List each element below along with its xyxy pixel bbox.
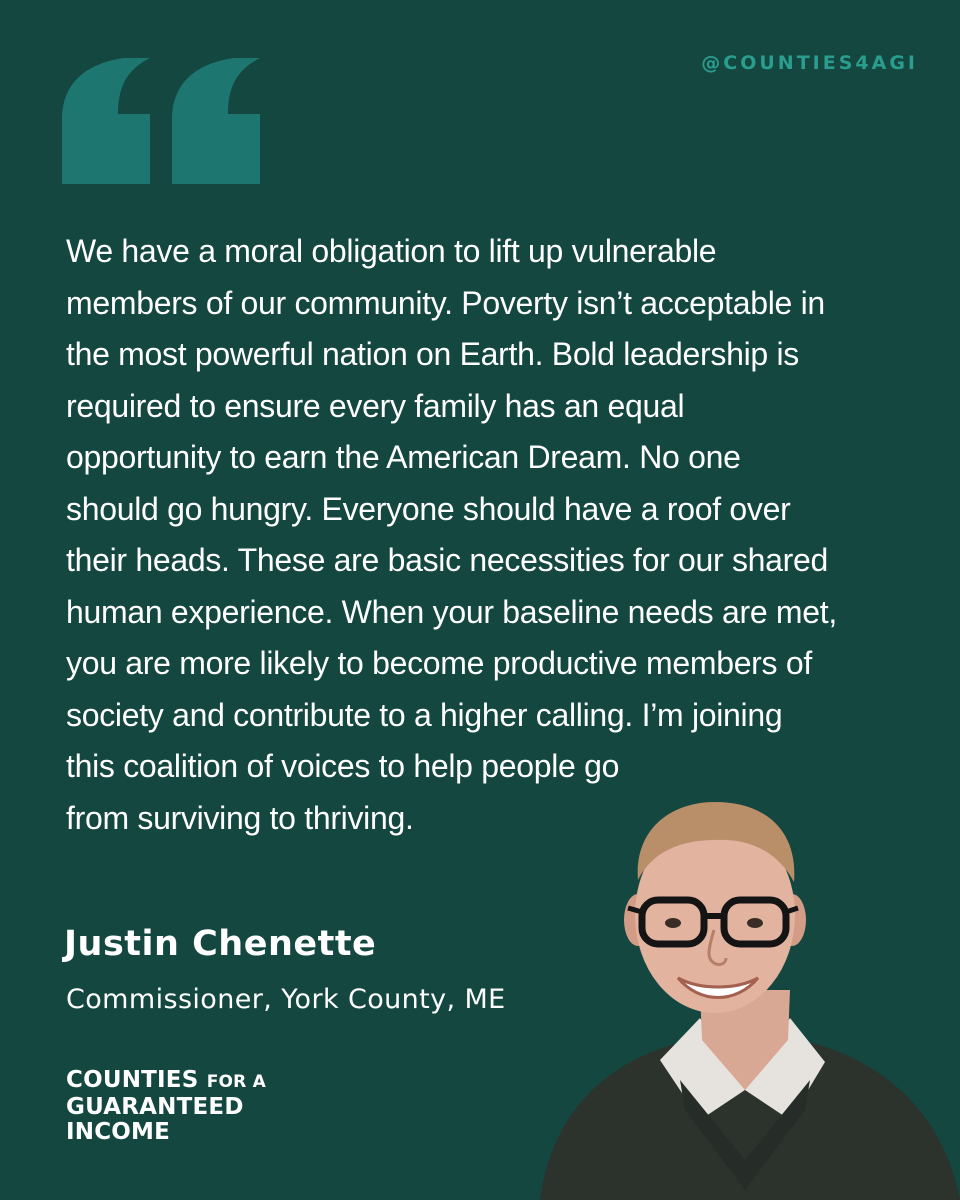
person-title: Commissioner, York County, ME [66, 984, 506, 1015]
quote-line: required to ensure every family has an equal [66, 387, 685, 424]
quote-line: from surviving to thriving. [66, 799, 414, 836]
quote-line: this coalition of voices to help people go [66, 748, 620, 784]
quote-line: should go hungry. Everyone should have a roof over [66, 490, 791, 527]
org-logo-line-1 [66, 1068, 266, 1095]
quote-line: We have a moral obligation to lift up vulnerable [66, 233, 717, 269]
quote-mark-icon [62, 58, 262, 184]
social-handle: @COUNTIES4AGI [701, 52, 918, 74]
quote-line: human experience. When your baseline needs are met, [66, 593, 837, 630]
org-logo-word: FOR A [206, 1072, 266, 1092]
person-portrait [530, 790, 960, 1200]
quote-line: members of our community. Poverty isn’t acceptable in [66, 284, 825, 321]
org-logo-line-3: INCOME [66, 1119, 171, 1145]
quote-line: opportunity to earn the American Dream. No one [66, 439, 741, 475]
quote-line: their heads. These are basic necessities for our shared [66, 542, 829, 578]
person-name: Justin Chenette [64, 924, 377, 964]
quote-line: society and contribute to a higher calling. I’m joining [66, 696, 783, 733]
org-logo-word: COUNTIES [66, 1067, 199, 1093]
org-logo-line-2: GUARANTEED [66, 1094, 244, 1120]
quote-line: the most powerful nation on Earth. Bold leadership is [66, 336, 799, 372]
quote-text [66, 226, 906, 844]
org-logo [66, 1068, 266, 1145]
quote-line: you are more likely to become productive members of [66, 645, 812, 681]
